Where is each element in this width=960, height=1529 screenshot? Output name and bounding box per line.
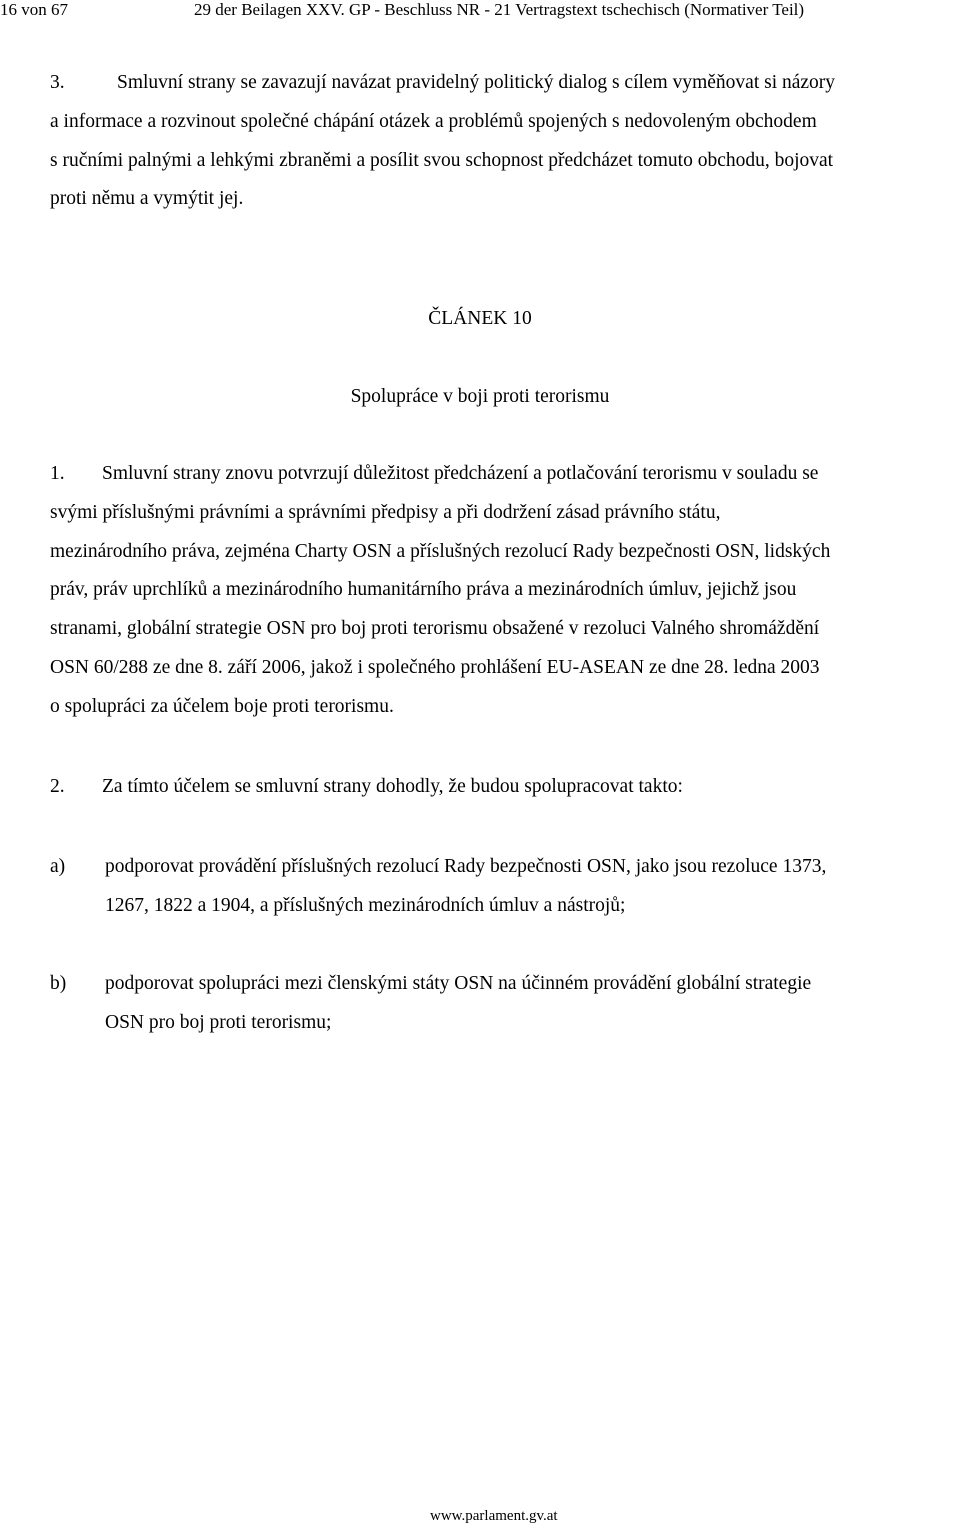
paragraph-line: stranami, globální strategie OSN pro boj proti terorismu obsažené v rezoluci Valného shromáždění	[50, 618, 820, 640]
paragraph-3	[50, 64, 942, 219]
item-line: podporovat provádění příslušných rezolucí Rady bezpečnosti OSN, jako jsou rezoluce 1373,	[105, 856, 827, 877]
item-line: 1267, 1822 a 1904, a příslušných mezinárodních úmluv a nástrojů;	[105, 895, 626, 916]
document-title: 29 der Beilagen XXV. GP - Beschluss NR - 21 Vertragstext tschechisch (Normativer Teil)	[194, 0, 805, 19]
paragraph-line	[50, 768, 942, 807]
paragraph-text: Za tímto účelem se smluvní strany dohodly, že budou spolupracovat takto:	[102, 776, 683, 797]
paragraph-line: proti němu a vymýtit jej.	[50, 188, 244, 210]
paragraph-line: s ručními palnými a lehkými zbraněmi a posílit svou schopnost předcházet tomuto obchodu, bojovat	[50, 149, 834, 171]
item-text	[105, 847, 826, 925]
item-line: OSN pro boj proti terorismu;	[105, 1012, 332, 1033]
paragraph-line: a informace a rozvinout společné chápání otázek a problémů spojených s nedovoleným obchodem	[50, 110, 817, 132]
paragraph-line	[50, 64, 942, 103]
item-letter: a)	[50, 856, 66, 877]
page-number: 16 von 67	[0, 0, 68, 19]
paragraph-line	[50, 455, 942, 494]
paragraph-1	[50, 455, 942, 727]
paragraph-number: 3.	[50, 72, 65, 93]
paragraph-number: 2.	[50, 776, 65, 797]
paragraph-line: mezinárodního práva, zejména Charty OSN a příslušných rezolucí Rady bezpečnosti OSN, lidských	[50, 540, 831, 562]
paragraph-line: práv, práv uprchlíků a mezinárodního humanitárního práva a mezinárodních úmluv, jejichž jsou	[50, 579, 797, 601]
paragraph-line: o spolupráci za účelem boje proti terorismu.	[50, 695, 394, 717]
footer-website: www.parlament.gv.at	[430, 1508, 558, 1524]
item-letter: b)	[50, 973, 67, 994]
paragraph-text: Smluvní strany znovu potvrzují důležitost předcházení a potlačování terorismu v souladu se	[102, 463, 819, 484]
paragraph-line: svými příslušnými právními a správními předpisy a při dodržení zásad právního státu,	[50, 501, 721, 523]
paragraph-2	[50, 768, 942, 807]
article-title: Spolupráce v boji proti terorismu	[350, 386, 610, 407]
paragraph-text: Smluvní strany se zavazují navázat pravidelný politický dialog s cílem vyměňovat si názory	[117, 72, 836, 93]
article-heading: ČLÁNEK 10	[428, 308, 532, 329]
item-text	[105, 964, 811, 1042]
item-line: podporovat spolupráci mezi členskými státy OSN na účinném provádění globální strategie	[105, 973, 812, 994]
paragraph-line: OSN 60/288 ze dne 8. září 2006, jakož i společného prohlášení EU-ASEAN ze dne 28. ledna 2003	[50, 656, 820, 678]
paragraph-number: 1.	[50, 463, 65, 484]
